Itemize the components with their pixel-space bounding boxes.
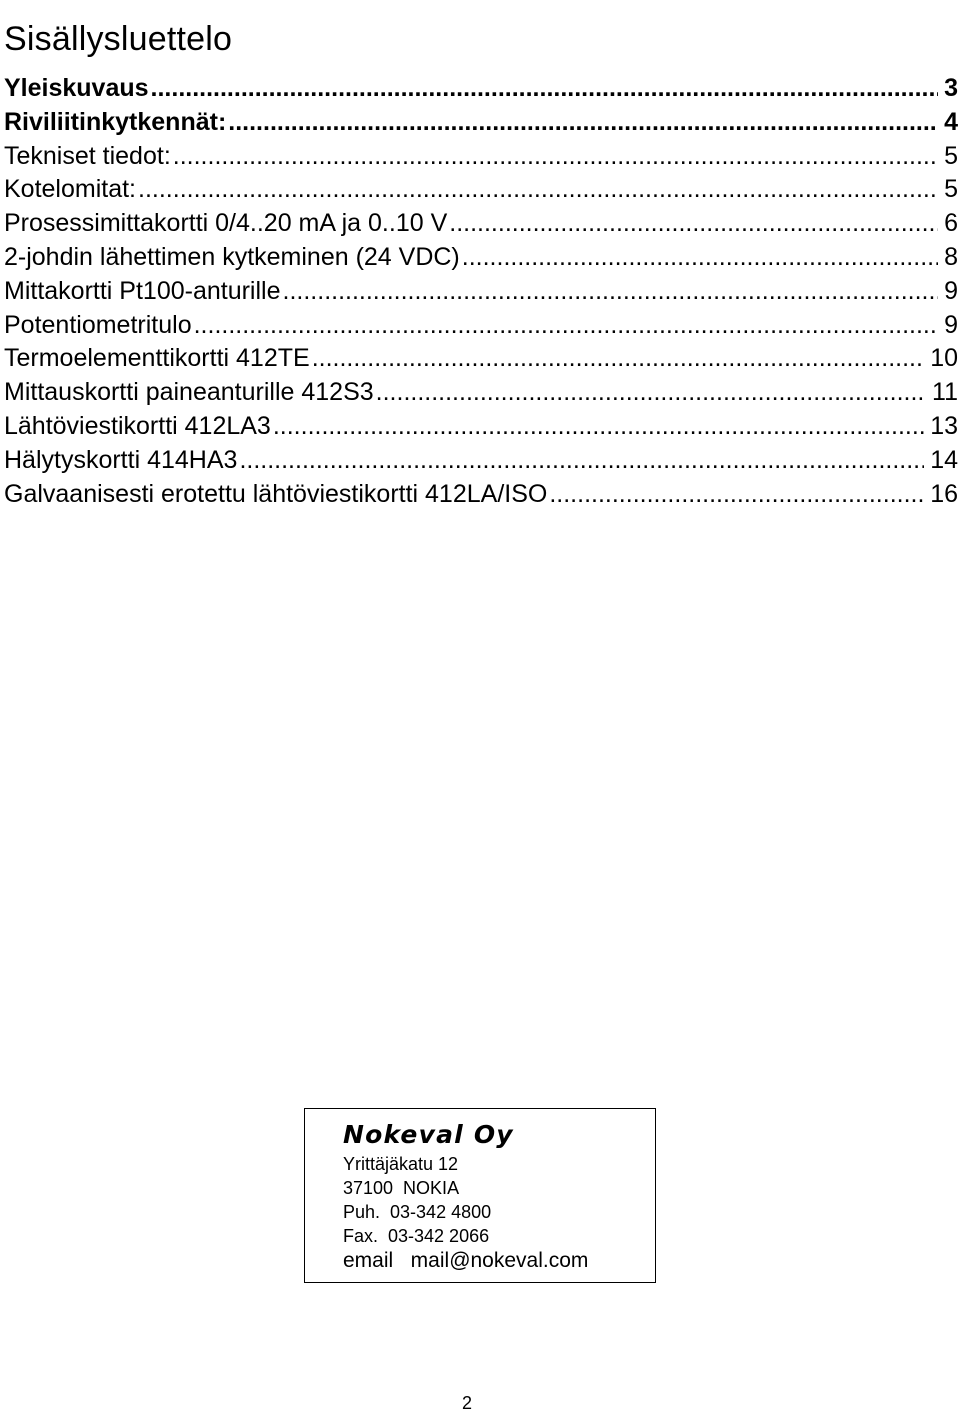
dot-leader	[173, 140, 938, 174]
toc-entry-potentiometritulo[interactable]	[4, 309, 958, 343]
dot-leader	[228, 106, 938, 140]
toc-entry-prosessimittakortti[interactable]	[4, 207, 958, 241]
dot-leader	[239, 444, 924, 478]
company-logo: Nokeval Oy	[343, 1120, 514, 1149]
toc-page-number: 6	[944, 209, 958, 238]
toc-label: Prosessimittakortti 0/4..20 mA ja 0..10 V	[4, 209, 448, 238]
dot-leader	[449, 207, 938, 241]
toc-entry-kotelomitat[interactable]	[4, 173, 958, 207]
phone-number: Puh. 03-342 4800	[343, 1202, 492, 1222]
toc-page-number: 10	[930, 344, 958, 373]
toc-page-number: 14	[930, 445, 958, 474]
dot-leader	[549, 478, 924, 512]
dot-leader	[151, 72, 939, 106]
dot-leader	[194, 309, 938, 343]
toc-label: Mittakortti Pt100-anturille	[4, 276, 281, 305]
toc-entry-mittakortti-pt100[interactable]	[4, 275, 958, 309]
toc-label: Potentiometritulo	[4, 310, 192, 339]
toc-entry-lahtoviestikortti[interactable]	[4, 410, 958, 444]
toc-page-number: 8	[944, 242, 958, 271]
toc-page-number: 5	[944, 141, 958, 170]
toc-entry-tekniset-tiedot[interactable]	[4, 140, 958, 174]
toc-label: Hälytyskortti 414HA3	[4, 445, 238, 474]
dot-leader	[273, 410, 924, 444]
dot-leader	[376, 376, 926, 410]
toc-entry-yleiskuvaus[interactable]	[4, 72, 958, 106]
toc-page-number: 4	[944, 107, 958, 136]
toc-page-number: 3	[944, 74, 958, 102]
toc-label: 2-johdin lähettimen kytkeminen (24 VDC)	[4, 242, 460, 271]
dot-leader	[462, 241, 938, 275]
toc-label: Mittauskortti paineanturille 412S3	[4, 378, 374, 407]
table-of-contents	[4, 72, 958, 511]
toc-entry-2-johdin-lahetin[interactable]	[4, 241, 958, 275]
contact-box	[304, 1108, 656, 1283]
toc-label: Termoelementtikortti 412TE	[4, 344, 310, 373]
street-address: Yrittäjäkatu 12	[343, 1154, 459, 1174]
toc-page-number: 5	[944, 175, 958, 204]
city-address: 37100 NOKIA	[343, 1178, 460, 1198]
fax-number: Fax. 03-342 2066	[343, 1226, 490, 1246]
toc-label: Kotelomitat:	[4, 175, 137, 204]
toc-entry-riviliitinkytkennat[interactable]	[4, 106, 958, 140]
toc-entry-mittauskortti-paineanturille[interactable]	[4, 376, 958, 410]
toc-page-number: 9	[944, 310, 958, 339]
toc-page-number: 16	[930, 479, 958, 508]
toc-label: Lähtöviestikortti 412LA3	[4, 411, 271, 440]
toc-entry-halytyskortti[interactable]	[4, 444, 958, 478]
dot-leader	[312, 342, 925, 376]
page-title: Sisällysluettelo	[4, 19, 233, 58]
toc-label: Galvaanisesti erotettu lähtöviestikortti 412LA/ISO	[4, 479, 548, 508]
toc-page-number: 11	[932, 378, 958, 407]
toc-page-number: 13	[930, 411, 958, 440]
email-address[interactable]: email mail@nokeval.com	[343, 1249, 589, 1272]
toc-page-number: 9	[944, 276, 958, 305]
toc-entry-galvaanisesti-erotettu[interactable]	[4, 478, 958, 512]
dot-leader	[283, 275, 939, 309]
toc-label: Riviliitinkytkennät:	[4, 107, 227, 136]
toc-label: Yleiskuvaus	[4, 74, 149, 102]
toc-entry-termoelementtikortti[interactable]	[4, 342, 958, 376]
toc-label: Tekniset tiedot:	[4, 141, 171, 170]
dot-leader	[138, 173, 938, 207]
page-number: 2	[462, 1393, 473, 1413]
